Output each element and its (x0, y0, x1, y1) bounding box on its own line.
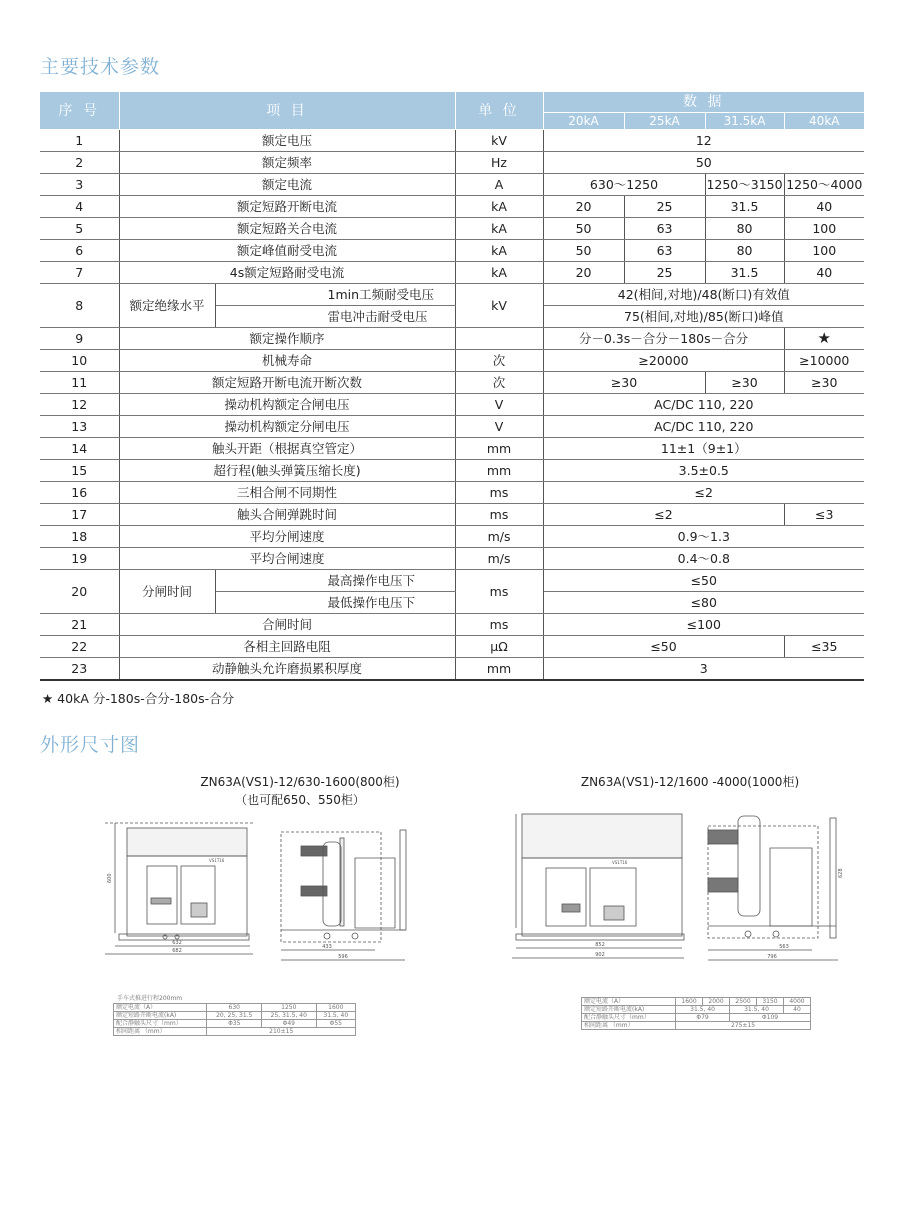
row-value: 11±1（9±1） (543, 438, 864, 460)
left-dim-600: 600 (107, 873, 113, 883)
left-dim-682: 682 (172, 948, 182, 954)
cell: 额定短路开断电流(kA) (114, 1012, 207, 1020)
row-value: 20 (543, 262, 624, 284)
row-value: ≤50 (543, 636, 784, 658)
cell: 275±15 (676, 1022, 811, 1030)
row-value: 100 (784, 240, 864, 262)
footnote: ★ 40kA 分-180s-合分-180s-合分 (42, 691, 235, 706)
right-dimension-table (581, 997, 811, 1030)
table-row (582, 1014, 811, 1022)
cell: 31.5, 40 (676, 1006, 730, 1014)
row-value: 42(相间,对地)/48(断口)有效值 (543, 284, 864, 306)
row-no: 3 (40, 174, 119, 196)
table-row (40, 438, 864, 460)
cell: 25, 31.5, 40 (262, 1012, 317, 1020)
row-no: 18 (40, 526, 119, 548)
row-item: 平均合闸速度 (119, 548, 455, 570)
drawing-left-caption: ZN63A(VS1)-12/630-1600(800柜) (200, 775, 400, 789)
table-row (40, 548, 864, 570)
left-dim-632: 632 (172, 940, 182, 946)
row-value: 100 (784, 218, 864, 240)
row-unit: m/s (455, 526, 543, 548)
star-mark: ★ (784, 328, 864, 350)
row-group: 分闸时间 (119, 570, 215, 614)
table-row (40, 240, 864, 262)
table-row (40, 130, 864, 152)
cell: 1600 (316, 1004, 355, 1012)
row-item: 最高操作电压下 (215, 570, 455, 592)
table-row (40, 262, 864, 284)
drawing-right-svg (512, 808, 852, 968)
row-value: 75(相间,对地)/85(断口)峰值 (543, 306, 864, 328)
cell: 配合静触头尺寸（mm） (114, 1020, 207, 1028)
cell: 额定电流（A） (582, 998, 676, 1006)
row-unit: kA (455, 240, 543, 262)
table-row (40, 636, 864, 658)
row-value: 25 (624, 196, 705, 218)
row-item: 额定峰值耐受电流 (119, 240, 455, 262)
row-no: 21 (40, 614, 119, 636)
cell: 额定电流（A） (114, 1004, 207, 1012)
table-row (114, 1028, 356, 1036)
row-item: 合闸时间 (119, 614, 455, 636)
header-seq: 序 号 (40, 92, 119, 130)
row-unit: μΩ (455, 636, 543, 658)
right-brand-label: VS1T16 (612, 860, 628, 865)
row-unit: A (455, 174, 543, 196)
row-unit: kA (455, 196, 543, 218)
row-value: ≤2 (543, 482, 864, 504)
cell: 2000 (703, 998, 730, 1006)
row-no: 15 (40, 460, 119, 482)
cell: Φ79 (676, 1014, 730, 1022)
row-no: 11 (40, 372, 119, 394)
table-row (40, 196, 864, 218)
right-dim-852: 852 (595, 942, 605, 948)
row-no: 20 (40, 570, 119, 614)
row-unit: ms (455, 504, 543, 526)
row-unit: V (455, 416, 543, 438)
table-row (40, 328, 864, 350)
row-value: ≤80 (543, 592, 864, 614)
row-item: 各相主回路电阻 (119, 636, 455, 658)
table-row (40, 394, 864, 416)
table-row (40, 350, 864, 372)
row-value: ≥10000 (784, 350, 864, 372)
cell: 1600 (676, 998, 703, 1006)
cell: Φ49 (262, 1020, 317, 1028)
table-row (40, 526, 864, 548)
table-row (40, 372, 864, 394)
row-unit: mm (455, 460, 543, 482)
row-value: 80 (705, 218, 784, 240)
row-value: 分－0.3s－合分－180s－合分 (543, 328, 784, 350)
row-item: 动静触头允许磨损累积厚度 (119, 658, 455, 681)
table-row (582, 1022, 811, 1030)
drawing-left-subcaption: （也可配650、550柜） (235, 793, 365, 807)
row-value: 31.5 (705, 196, 784, 218)
row-value: 25 (624, 262, 705, 284)
row-unit: ms (455, 570, 543, 614)
row-item: 额定操作顺序 (119, 328, 455, 350)
cell: 4000 (784, 998, 811, 1006)
row-value: 50 (543, 218, 624, 240)
row-no: 9 (40, 328, 119, 350)
row-item: 额定频率 (119, 152, 455, 174)
table-row (114, 1012, 356, 1020)
header-col-40ka: 40kA (784, 113, 864, 130)
row-unit: Hz (455, 152, 543, 174)
row-no: 23 (40, 658, 119, 681)
row-no: 14 (40, 438, 119, 460)
row-item: 操动机构额定分闸电压 (119, 416, 455, 438)
table-row (40, 152, 864, 174)
cell: 630 (207, 1004, 262, 1012)
row-item: 最低操作电压下 (215, 592, 455, 614)
row-unit: kV (455, 130, 543, 152)
right-dim-563: 563 (779, 944, 789, 950)
cell: Φ109 (730, 1014, 811, 1022)
row-value: ≥20000 (543, 350, 784, 372)
row-item: 触头开距（根据真空管定） (119, 438, 455, 460)
left-brand-label: VS1T16 (209, 858, 225, 863)
cell: 额定短路开断电流(kA) (582, 1006, 676, 1014)
row-value: ≥30 (543, 372, 705, 394)
cell: 3150 (757, 998, 784, 1006)
table-row (40, 174, 864, 196)
section-title-dimensions: 外形尺寸图 (40, 734, 141, 756)
row-value: ≥30 (784, 372, 864, 394)
row-unit: mm (455, 658, 543, 681)
row-group: 额定绝缘水平 (119, 284, 215, 328)
row-no: 10 (40, 350, 119, 372)
row-unit: ms (455, 614, 543, 636)
cell: 20, 25, 31.5 (207, 1012, 262, 1020)
row-item: 4s额定短路耐受电流 (119, 262, 455, 284)
header-item: 项 目 (119, 92, 455, 130)
cell: 40 (784, 1006, 811, 1014)
row-item: 平均分闸速度 (119, 526, 455, 548)
row-value: 3 (543, 658, 864, 681)
row-no: 5 (40, 218, 119, 240)
cell: 相间距离 （mm） (582, 1022, 676, 1030)
row-value: 630～1250 (543, 174, 705, 196)
header-col-20ka: 20kA (543, 113, 624, 130)
row-no: 8 (40, 284, 119, 328)
row-unit: ms (455, 482, 543, 504)
row-value: ≤35 (784, 636, 864, 658)
row-item: 额定短路开断电流 (119, 196, 455, 218)
cell: Φ55 (316, 1020, 355, 1028)
row-no: 13 (40, 416, 119, 438)
row-unit: m/s (455, 548, 543, 570)
row-no: 22 (40, 636, 119, 658)
row-value: 63 (624, 218, 705, 240)
table-row (40, 482, 864, 504)
header-unit: 单 位 (455, 92, 543, 130)
row-no: 12 (40, 394, 119, 416)
row-unit (455, 328, 543, 350)
table-row (114, 1004, 356, 1012)
table-row (40, 460, 864, 482)
row-no: 6 (40, 240, 119, 262)
row-no: 16 (40, 482, 119, 504)
row-unit: 次 (455, 350, 543, 372)
cell: Φ35 (207, 1020, 262, 1028)
table-row (40, 570, 864, 592)
drawing-right-caption: ZN63A(VS1)-12/1600 -4000(1000柜) (580, 775, 800, 789)
row-unit: mm (455, 438, 543, 460)
row-value: 63 (624, 240, 705, 262)
left-dim-596: 596 (338, 954, 348, 960)
row-item: 额定短路开断电流开断次数 (119, 372, 455, 394)
row-value: ≥30 (705, 372, 784, 394)
left-dimension-table (113, 1003, 356, 1036)
cell: 31.5, 40 (316, 1012, 355, 1020)
cell: 配合静触头尺寸（mm） (582, 1014, 676, 1022)
row-value: ≤2 (543, 504, 784, 526)
row-value: ≤50 (543, 570, 864, 592)
row-value: 50 (543, 240, 624, 262)
row-value: AC/DC 110, 220 (543, 394, 864, 416)
cell: 相间距离 （mm） (114, 1028, 207, 1036)
row-item: 额定电流 (119, 174, 455, 196)
row-no: 17 (40, 504, 119, 526)
row-item: 触头合闸弹跳时间 (119, 504, 455, 526)
row-value: 1250～4000 (784, 174, 864, 196)
row-no: 19 (40, 548, 119, 570)
cell: 31.5, 40 (730, 1006, 784, 1014)
cell: 2500 (730, 998, 757, 1006)
row-value: 50 (543, 152, 864, 174)
table-row (582, 1006, 811, 1014)
table-row (40, 504, 864, 526)
header-col-31ka: 31.5kA (705, 113, 784, 130)
row-no: 2 (40, 152, 119, 174)
row-value: ≤3 (784, 504, 864, 526)
row-no: 1 (40, 130, 119, 152)
row-unit: kA (455, 218, 543, 240)
row-item: 1min工频耐受电压 (215, 284, 455, 306)
left-dim-433: 433 (322, 944, 332, 950)
row-item: 额定短路关合电流 (119, 218, 455, 240)
left-table-caption: 手车式推进行程200mm (117, 995, 183, 1002)
drawing-left-svg (105, 818, 435, 970)
table-row (40, 218, 864, 240)
table-row (582, 998, 811, 1006)
row-value: 40 (784, 196, 864, 218)
row-value: 0.9～1.3 (543, 526, 864, 548)
table-row (40, 284, 864, 306)
row-value: 20 (543, 196, 624, 218)
row-value: 31.5 (705, 262, 784, 284)
row-value: ≤100 (543, 614, 864, 636)
row-item: 额定电压 (119, 130, 455, 152)
table-row (40, 658, 864, 681)
row-value: 80 (705, 240, 784, 262)
row-value: 12 (543, 130, 864, 152)
row-unit: kV (455, 284, 543, 328)
table-row (40, 416, 864, 438)
row-item: 三相合闸不同期性 (119, 482, 455, 504)
row-value: 0.4～0.8 (543, 548, 864, 570)
row-item: 超行程(触头弹簧压缩长度) (119, 460, 455, 482)
table-row (40, 614, 864, 636)
row-unit: 次 (455, 372, 543, 394)
row-no: 7 (40, 262, 119, 284)
section-title-specs: 主要技术参数 (40, 56, 161, 78)
right-dim-902: 902 (595, 952, 605, 958)
header-col-25ka: 25kA (624, 113, 705, 130)
row-no: 4 (40, 196, 119, 218)
right-dim-628: 628 (838, 868, 844, 878)
row-value: 3.5±0.5 (543, 460, 864, 482)
cell: 1250 (262, 1004, 317, 1012)
row-value: 40 (784, 262, 864, 284)
table-row (114, 1020, 356, 1028)
right-dim-796: 796 (767, 954, 777, 960)
spec-table (40, 92, 864, 681)
row-value: 1250～3150 (705, 174, 784, 196)
header-data: 数 据 (543, 92, 864, 113)
row-item: 机械寿命 (119, 350, 455, 372)
cell: 210±15 (207, 1028, 356, 1036)
row-value: AC/DC 110, 220 (543, 416, 864, 438)
row-unit: V (455, 394, 543, 416)
row-item: 雷电冲击耐受电压 (215, 306, 455, 328)
row-unit: kA (455, 262, 543, 284)
row-item: 操动机构额定合闸电压 (119, 394, 455, 416)
